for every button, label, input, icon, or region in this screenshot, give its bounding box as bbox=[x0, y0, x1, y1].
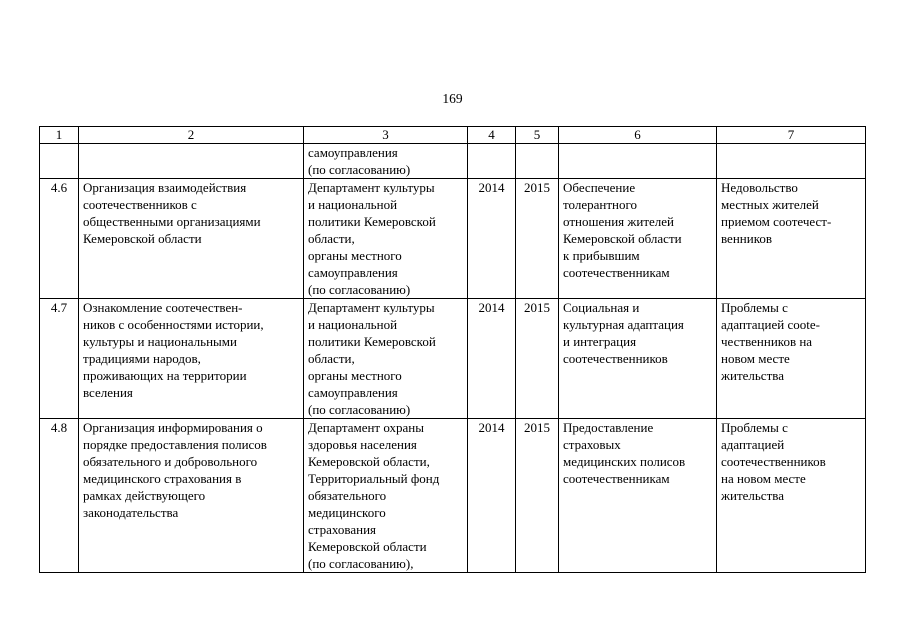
risk-cell: Недовольство местных жителей приемом соотечест- венников bbox=[717, 179, 866, 299]
start-year-cell: 2014 bbox=[468, 299, 516, 419]
column-header-3: 3 bbox=[304, 127, 468, 144]
row-number: 4.8 bbox=[40, 419, 79, 573]
risk-cell bbox=[717, 144, 866, 179]
row-number bbox=[40, 144, 79, 179]
executor-cell: Департамент охраны здоровья населения Кемеровской области, Территориальный фонд обязательного медицинского страхования Кемеровской области (по согласованию), bbox=[304, 419, 468, 573]
row-number: 4.6 bbox=[40, 179, 79, 299]
table-row bbox=[40, 299, 866, 419]
row-number: 4.7 bbox=[40, 299, 79, 419]
action-cell bbox=[79, 144, 304, 179]
column-header-4: 4 bbox=[468, 127, 516, 144]
start-year-cell bbox=[468, 144, 516, 179]
column-header-6: 6 bbox=[559, 127, 717, 144]
start-year-cell: 2014 bbox=[468, 179, 516, 299]
result-cell: Обеспечение толерантного отношения жителей Кемеровской области к прибывшим соотечественникам bbox=[559, 179, 717, 299]
result-cell bbox=[559, 144, 717, 179]
end-year-cell: 2015 bbox=[516, 299, 559, 419]
measures-table bbox=[39, 126, 866, 573]
action-cell: Организация взаимодействия соотечественников с общественными организациями Кемеровской области bbox=[79, 179, 304, 299]
action-cell: Ознакомление соотечествен- ников с особенностями истории, культуры и национальными традициями народов, проживающих на территории вселения bbox=[79, 299, 304, 419]
executor-cell: Департамент культуры и национальной политики Кемеровской области, органы местного самоуправления (по согласованию) bbox=[304, 179, 468, 299]
end-year-cell: 2015 bbox=[516, 179, 559, 299]
column-header-5: 5 bbox=[516, 127, 559, 144]
executor-cell: Департамент культуры и национальной политики Кемеровской области, органы местного самоуправления (по согласованию) bbox=[304, 299, 468, 419]
column-header-2: 2 bbox=[79, 127, 304, 144]
table-row bbox=[40, 179, 866, 299]
risk-cell: Проблемы с адаптацией соote- чественников на новом месте жительства bbox=[717, 299, 866, 419]
page-number: 169 bbox=[442, 91, 463, 106]
column-header-7: 7 bbox=[717, 127, 866, 144]
column-header-1: 1 bbox=[40, 127, 79, 144]
risk-cell: Проблемы с адаптацией соотечественников на новом месте жительства bbox=[717, 419, 866, 573]
end-year-cell: 2015 bbox=[516, 419, 559, 573]
end-year-cell bbox=[516, 144, 559, 179]
table-header-row bbox=[40, 127, 866, 144]
table-row bbox=[40, 144, 866, 179]
start-year-cell: 2014 bbox=[468, 419, 516, 573]
result-cell: Социальная и культурная адаптация и интеграция соотечественников bbox=[559, 299, 717, 419]
action-cell: Организация информирования о порядке предоставления полисов обязательного и добровольного медицинского страхования в рамках действующего законодательства bbox=[79, 419, 304, 573]
result-cell: Предоставление страховых медицинских полисов соотечественникам bbox=[559, 419, 717, 573]
executor-cell: самоуправления (по согласованию) bbox=[304, 144, 468, 179]
table-row bbox=[40, 419, 866, 573]
